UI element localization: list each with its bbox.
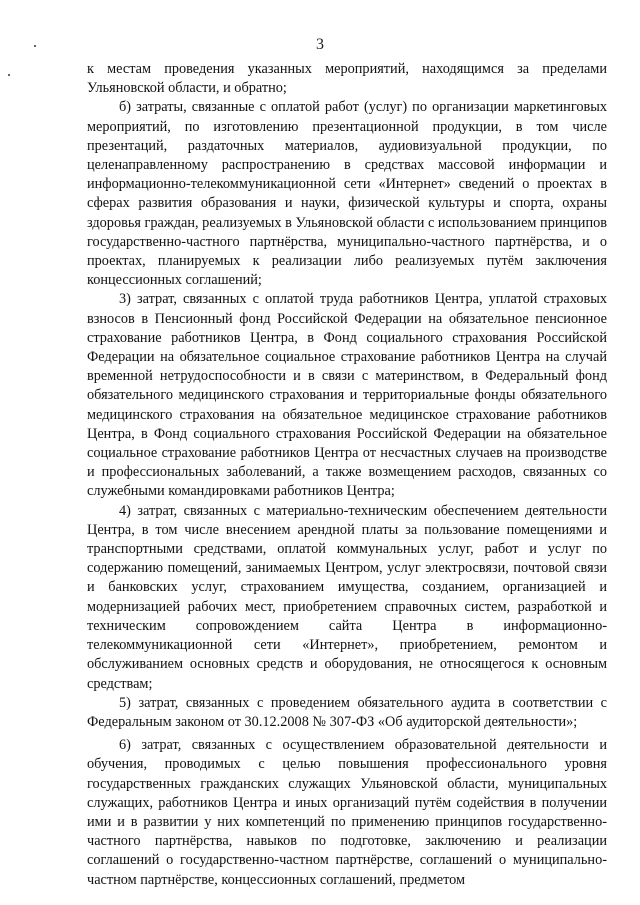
page-number: 3	[316, 36, 324, 53]
scan-speck	[8, 74, 10, 76]
document-body	[87, 60, 607, 890]
paragraph-item-b: б) затраты, связанные с оплатой работ (услуг) по организации маркетинговых мероприятий, по изготовлению презентационной продукции, в том числе презентаций, раздаточных материалов, аудиовизуальной продукции, по целенаправленному распространению в средствах массовой информации и информационно-телекоммуникационной сети «Интернет» сведений о проектах в сферах развития образования и науки, физической культуры и спорта, охраны здоровья граждан, реализуемых в Ульяновской области с использованием принципов государственно-частного партнёрства, муниципально-частного партнёрства, и о проектах, планируемых к реализации либо реализуемых путём заключения концессионных соглашений;	[87, 99, 607, 289]
paragraph-item-5: 5) затрат, связанных с проведением обязательного аудита в соответствии с Федеральным законом от 30.12.2008 № 307-ФЗ «Об аудиторской деятельности»;	[87, 694, 607, 730]
paragraph-item-6: 6) затрат, связанных с осуществлением образовательной деятельности и обучения, проводимых с целью повышения профессионального уровня государственных гражданских служащих Ульяновской области, муниципальных служащих, работников Центра и иных организаций путём содействия в получении ими и в развитии у них компетенций по применению принципов государственно-частного партнёрства, навыков по подготовке, заключению и реализации соглашений о государственно-частном партнёрстве, соглашений о муниципально-частном партнёрстве, концессионных соглашений, предметом	[87, 737, 607, 888]
paragraph-continuation: к местам проведения указанных мероприятий, находящимся за пределами Ульяновской области, и обратно;	[87, 61, 607, 97]
paragraph-item-4: 4) затрат, связанных с материально-техническим обеспечением деятельности Центра, в том числе внесением арендной платы за пользование помещениями и транспортными средствами, оплатой коммунальных услуг, работ и услуг по содержанию помещений, занимаемых Центром, услуг электросвязи, почтовой связи и банковских услуг, страхованием имущества, созданием, организацией и модернизацией рабочих мест, приобретением справочных систем, разработкой и техническим сопровождением сайта Центра в информационно-телекоммуникационной сети «Интернет», приобретением, ремонтом и обслуживанием основных средств и оборудования, не относящегося к основным средствам;	[87, 502, 607, 692]
paragraph-item-3: 3) затрат, связанных с оплатой труда работников Центра, уплатой страховых взносов в Пенсионный фонд Российской Федерации на обязательное пенсионное страхование работников Центра, в Фонд социального страхования Российской Федерации на обязательное социальное страхование работников Центра на случай временной нетрудоспособности и в связи с материнством, в Федеральный фонд обязательного медицинского страхования и территориальные фонды обязательного медицинского страхования на обязательное медицинское страхование работников Центра, в Фонд социального страхования Российской Федерации на обязательное социальное страхование работников Центра от несчастных случаев на производстве и профессиональных заболеваний, а также возмещением расходов, связанных со служебными командировками работников Центра;	[87, 291, 607, 500]
